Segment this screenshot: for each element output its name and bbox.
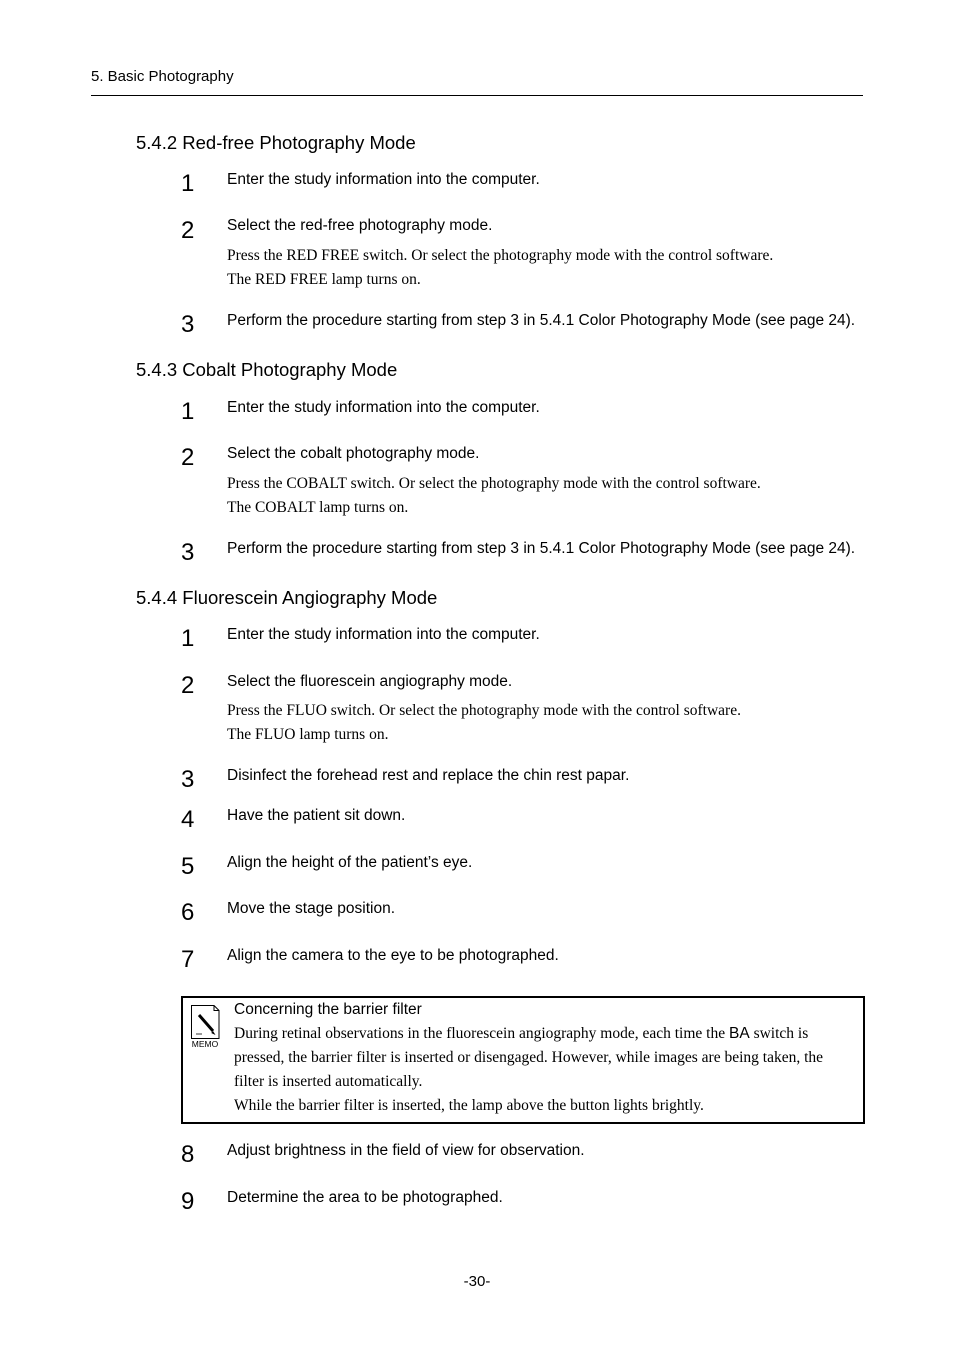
memo-title: Concerning the barrier filter (234, 1001, 422, 1018)
step-text: Select the cobalt photography mode. (227, 445, 480, 462)
step-number: 1 (181, 398, 195, 425)
step-detail: The FLUO lamp turns on. (227, 726, 389, 743)
memo-icon (188, 1004, 222, 1048)
ba-switch-label: BA (729, 1025, 750, 1042)
step-text: Disinfect the forehead rest and replace the chin rest papar. (227, 767, 630, 784)
step-text: Move the stage position. (227, 900, 396, 917)
step-number: 5 (181, 853, 195, 880)
step-detail: The RED FREE lamp turns on. (227, 271, 421, 288)
step-text: Select the red-free photography mode. (227, 217, 493, 234)
step-text: Enter the study information into the computer. (227, 171, 540, 188)
step-detail: The COBALT lamp turns on. (227, 499, 409, 516)
step-text: Have the patient sit down. (227, 807, 406, 824)
step-text: Select the fluorescein angiography mode. (227, 673, 513, 690)
step-number: 4 (181, 806, 195, 833)
memo-text-line (234, 1025, 808, 1043)
section-heading-fluorescein: 5.4.4 Fluorescein Angiography Mode (136, 587, 438, 608)
step-text: Determine the area to be photographed. (227, 1189, 503, 1206)
step-number: 3 (181, 311, 195, 338)
memo-text-segment: During retinal observations in the fluorescein angiography mode, each time the (234, 1025, 729, 1042)
memo-text-line: pressed, the barrier filter is inserted or disengaged. However, while images are being taken, the (234, 1049, 824, 1066)
memo-text-segment: switch is (749, 1025, 809, 1042)
memo-icon-label: MEMO (191, 1039, 219, 1048)
step-number: 3 (181, 539, 195, 566)
step-number: 2 (181, 217, 195, 244)
step-text: Align the camera to the eye to be photographed. (227, 947, 559, 964)
step-detail: Press the COBALT switch. Or select the photography mode with the control software. (227, 475, 761, 492)
step-number: 2 (181, 672, 195, 699)
step-number: 1 (181, 170, 195, 197)
page-number: -30- (463, 1273, 491, 1290)
step-detail: Press the FLUO switch. Or select the photography mode with the control software. (227, 702, 741, 719)
header-divider (91, 95, 863, 96)
step-text: Perform the procedure starting from step 3 in 5.4.1 Color Photography Mode (see page 24). (227, 312, 856, 329)
running-header: 5. Basic Photography (91, 68, 234, 85)
memo-text-line: filter is inserted automatically. (234, 1073, 423, 1090)
memo-box (181, 996, 865, 1124)
memo-text-line: While the barrier filter is inserted, the lamp above the button lights brightly. (234, 1097, 704, 1114)
step-text: Enter the study information into the computer. (227, 626, 540, 643)
step-number: 7 (181, 946, 195, 973)
step-number: 2 (181, 444, 195, 471)
step-number: 6 (181, 899, 195, 926)
step-number: 1 (181, 625, 195, 652)
step-number: 8 (181, 1141, 195, 1168)
section-heading-red-free: 5.4.2 Red-free Photography Mode (136, 132, 416, 153)
step-text: Enter the study information into the computer. (227, 399, 540, 416)
step-detail: Press the RED FREE switch. Or select the photography mode with the control software. (227, 247, 774, 264)
section-heading-cobalt: 5.4.3 Cobalt Photography Mode (136, 359, 398, 380)
step-text: Adjust brightness in the field of view for observation. (227, 1142, 585, 1159)
step-text: Align the height of the patient’s eye. (227, 854, 473, 871)
step-number: 9 (181, 1188, 195, 1215)
step-text: Perform the procedure starting from step 3 in 5.4.1 Color Photography Mode (see page 24). (227, 540, 856, 557)
step-number: 3 (181, 766, 195, 793)
